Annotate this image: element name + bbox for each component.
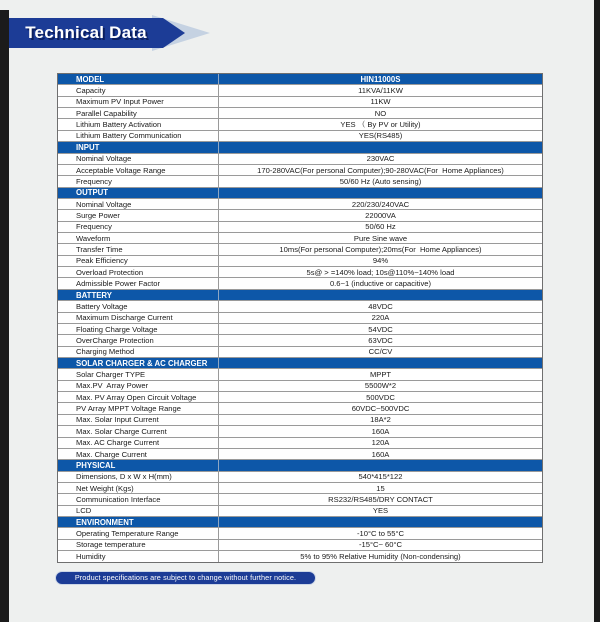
scan-edge-right bbox=[594, 0, 600, 622]
param-label: Parallel Capability bbox=[58, 108, 219, 118]
param-label: PV Array MPPT Voltage Range bbox=[58, 403, 219, 413]
param-value: RS232/RS485/DRY CONTACT bbox=[328, 494, 433, 504]
param-value: 0.6~1 (inductive or capacitive) bbox=[329, 279, 432, 289]
param-label: Frequency bbox=[58, 176, 219, 186]
table-row bbox=[58, 256, 542, 267]
param-value: NO bbox=[374, 108, 387, 118]
param-label: Acceptable Voltage Range bbox=[58, 165, 219, 175]
param-value: 500VDC bbox=[366, 392, 395, 402]
param-value bbox=[219, 142, 542, 152]
param-label: Max.PV Array Power bbox=[58, 381, 219, 391]
param-label: Charging Method bbox=[58, 347, 219, 357]
param-value: 5500W*2 bbox=[364, 381, 397, 391]
param-label: Waveform bbox=[58, 233, 219, 243]
param-label: Net Weight (Kgs) bbox=[58, 483, 219, 493]
param-value: 60VDC~500VDC bbox=[351, 404, 410, 414]
table-row bbox=[58, 165, 542, 176]
param-value: 18A*2 bbox=[370, 415, 391, 425]
section-header-row bbox=[58, 460, 542, 471]
param-label: Maximum Discharge Current bbox=[58, 313, 219, 323]
param-label: Maximum PV Input Power bbox=[58, 97, 219, 107]
table-row bbox=[58, 381, 542, 392]
table-row bbox=[58, 403, 542, 414]
param-label: Capacity bbox=[58, 85, 219, 95]
param-label: INPUT bbox=[58, 142, 219, 152]
param-value: 160A bbox=[371, 426, 390, 436]
table-row bbox=[58, 438, 542, 449]
table-row bbox=[58, 494, 542, 505]
spec-table bbox=[57, 73, 543, 563]
param-label: Max. Charge Current bbox=[58, 449, 219, 459]
param-value: 94% bbox=[372, 256, 389, 266]
param-value: 50/60 Hz bbox=[365, 222, 396, 232]
table-row bbox=[58, 540, 542, 551]
param-value: 22000VA bbox=[365, 210, 396, 220]
param-label: Frequency bbox=[58, 222, 219, 232]
param-value: CC/CV bbox=[368, 347, 393, 357]
param-value bbox=[219, 517, 542, 527]
table-row bbox=[58, 301, 542, 312]
param-label: Lithium Battery Communication bbox=[58, 131, 219, 141]
param-label: Nominal Voltage bbox=[58, 154, 219, 164]
table-row bbox=[58, 528, 542, 539]
table-row bbox=[58, 392, 542, 403]
param-label: Humidity bbox=[58, 551, 219, 562]
table-row bbox=[58, 347, 542, 358]
param-value bbox=[219, 460, 542, 470]
param-label: MODEL bbox=[58, 74, 219, 84]
title-banner bbox=[9, 15, 209, 51]
param-label: OUTPUT bbox=[58, 188, 219, 198]
table-row bbox=[58, 244, 542, 255]
param-label: Communication Interface bbox=[58, 494, 219, 504]
param-value: 170-280VAC(For personal Computer);90-280VAC(For Home Appliances) bbox=[257, 165, 504, 175]
param-label: SOLAR CHARGER & AC CHARGER bbox=[58, 358, 219, 368]
section-header-row bbox=[58, 74, 542, 85]
param-label: Nominal Voltage bbox=[58, 199, 219, 209]
param-label: Surge Power bbox=[58, 210, 219, 220]
param-value: 15 bbox=[376, 483, 385, 493]
table-row bbox=[58, 199, 542, 210]
table-row bbox=[58, 108, 542, 119]
table-row bbox=[58, 154, 542, 165]
param-value: YES bbox=[372, 506, 389, 516]
table-row bbox=[58, 551, 542, 562]
param-value bbox=[219, 290, 542, 300]
param-value: 63VDC bbox=[368, 335, 393, 345]
table-row bbox=[58, 222, 542, 233]
param-label: Max. AC Charge Current bbox=[58, 438, 219, 448]
param-value: HIN11000S bbox=[360, 74, 401, 84]
param-value: Pure Sine wave bbox=[353, 233, 408, 243]
param-label: Solar Charger TYPE bbox=[58, 369, 219, 379]
section-header-row bbox=[58, 142, 542, 153]
param-label: Admissible Power Factor bbox=[58, 278, 219, 288]
param-value: 220A bbox=[371, 313, 390, 323]
section-header-row bbox=[58, 517, 542, 528]
param-label: Max. Solar Charge Current bbox=[58, 426, 219, 436]
table-row bbox=[58, 506, 542, 517]
param-label: PHYSICAL bbox=[58, 460, 219, 470]
param-value: 50/60 Hz (Auto sensing) bbox=[339, 176, 422, 186]
section-header-row bbox=[58, 188, 542, 199]
param-value: 230VAC bbox=[366, 154, 395, 164]
param-label: ENVIRONMENT bbox=[58, 517, 219, 527]
param-label: Dimensions, D x W x H(mm) bbox=[58, 472, 219, 482]
param-value: 10ms(For personal Computer);20ms(For Home Appliances) bbox=[279, 245, 482, 255]
table-row bbox=[58, 210, 542, 221]
table-row bbox=[58, 415, 542, 426]
param-label: Max. Solar Input Current bbox=[58, 415, 219, 425]
param-value: 54VDC bbox=[368, 324, 393, 334]
table-row bbox=[58, 97, 542, 108]
scan-edge-left bbox=[0, 10, 9, 622]
param-label: Lithium Battery Activation bbox=[58, 119, 219, 129]
table-row bbox=[58, 85, 542, 96]
param-value: 5s@ > =140% load; 10s@110%~140% load bbox=[306, 267, 455, 277]
table-row bbox=[58, 131, 542, 142]
param-value: MPPT bbox=[369, 370, 392, 380]
table-row bbox=[58, 267, 542, 278]
param-value: 160A bbox=[371, 449, 390, 459]
param-label: Peak Efficiency bbox=[58, 256, 219, 266]
table-row bbox=[58, 426, 542, 437]
param-label: Battery Voltage bbox=[58, 301, 219, 311]
table-row bbox=[58, 233, 542, 244]
param-value: 120A bbox=[371, 438, 390, 448]
table-row bbox=[58, 483, 542, 494]
section-header-row bbox=[58, 358, 542, 369]
param-value: YES （ By PV or Utility) bbox=[340, 120, 421, 130]
table-row bbox=[58, 472, 542, 483]
table-row bbox=[58, 324, 542, 335]
param-value: 220/230/240VAC bbox=[351, 199, 410, 209]
param-label: Max. PV Array Open Circuit Voltage bbox=[58, 392, 219, 402]
section-header-row bbox=[58, 290, 542, 301]
param-value: 48VDC bbox=[368, 301, 393, 311]
param-value: 11KVA/11KW bbox=[358, 86, 403, 96]
table-row bbox=[58, 278, 542, 289]
footer-note-pill: Product specifications are subject to change without further notice. bbox=[55, 571, 316, 585]
param-label: LCD bbox=[58, 506, 219, 516]
param-label: BATTERY bbox=[58, 290, 219, 300]
table-row bbox=[58, 176, 542, 187]
table-row bbox=[58, 449, 542, 460]
page-title: Technical Data bbox=[25, 23, 147, 42]
param-label: Floating Charge Voltage bbox=[58, 324, 219, 334]
param-label: OverCharge Protection bbox=[58, 335, 219, 345]
table-row bbox=[58, 313, 542, 324]
param-label: Overload Protection bbox=[58, 267, 219, 277]
table-row bbox=[58, 119, 542, 130]
table-row bbox=[58, 369, 542, 380]
param-label: Transfer Time bbox=[58, 244, 219, 254]
param-label: Storage temperature bbox=[58, 540, 219, 550]
param-value: YES(RS485) bbox=[358, 131, 403, 141]
param-value bbox=[219, 358, 542, 368]
param-value: 11KW bbox=[370, 97, 391, 107]
table-row bbox=[58, 335, 542, 346]
param-value: -15°C~ 60°C bbox=[358, 540, 402, 550]
param-value bbox=[219, 188, 542, 198]
param-value: 540*415*122 bbox=[358, 472, 403, 482]
param-value: -10°C to 55°C bbox=[356, 529, 405, 539]
param-label: Operating Temperature Range bbox=[58, 528, 219, 538]
param-value: 5% to 95% Relative Humidity (Non-condensing) bbox=[300, 552, 461, 562]
